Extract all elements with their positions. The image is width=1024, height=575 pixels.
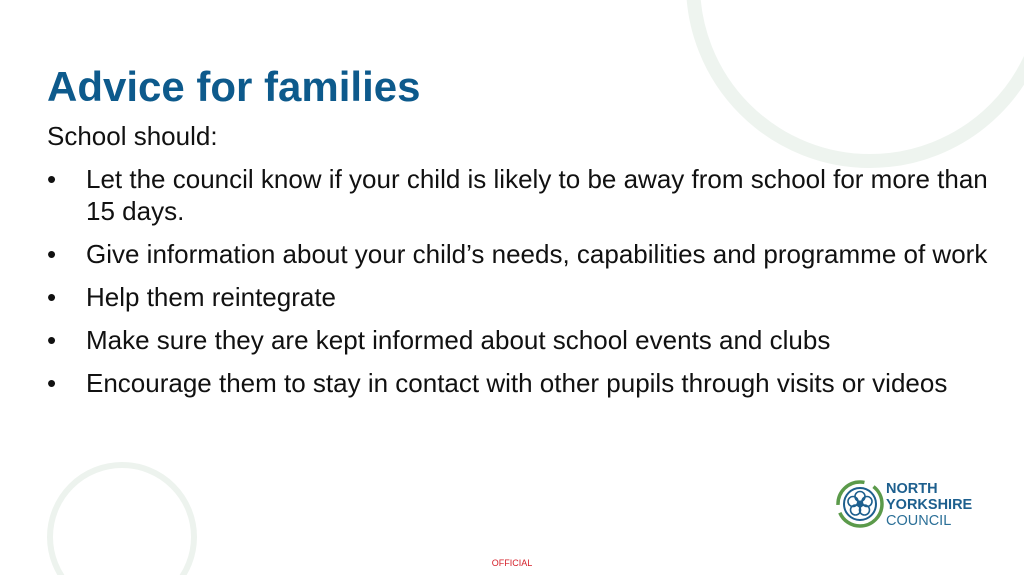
bullet-marker: • [47,164,57,194]
list-item-text: Make sure they are kept informed about school events and clubs [86,325,831,355]
bullet-marker: • [47,368,57,398]
logo-line-north: NORTH [886,481,938,497]
list-item [47,281,997,313]
logo-line-council: COUNCIL [886,513,952,529]
logo-wordmark [886,481,972,529]
list-item [47,367,997,399]
list-item-text: Encourage them to stay in contact with other pupils through visits or videos [86,368,948,398]
bullet-marker: • [47,239,57,269]
bullet-marker: • [47,325,57,355]
decorative-ring-top-right [686,0,1024,168]
bullet-list [47,163,997,410]
intro-text: School should: [47,121,218,151]
rose-emblem-icon [838,482,882,526]
list-item [47,163,997,227]
bullet-marker: • [47,282,57,312]
list-item-text: Give information about your child’s needs, capabilities and programme of work [86,239,988,269]
list-item [47,238,997,270]
classification-label: OFFICIAL [491,558,533,568]
list-item [47,324,997,356]
list-item-text: Let the council know if your child is likely to be away from school for more than 15 days. [86,164,988,226]
slide-title: Advice for families [47,63,421,110]
logo-line-yorkshire: YORKSHIRE [886,497,973,513]
list-item-text: Help them reintegrate [86,282,337,312]
